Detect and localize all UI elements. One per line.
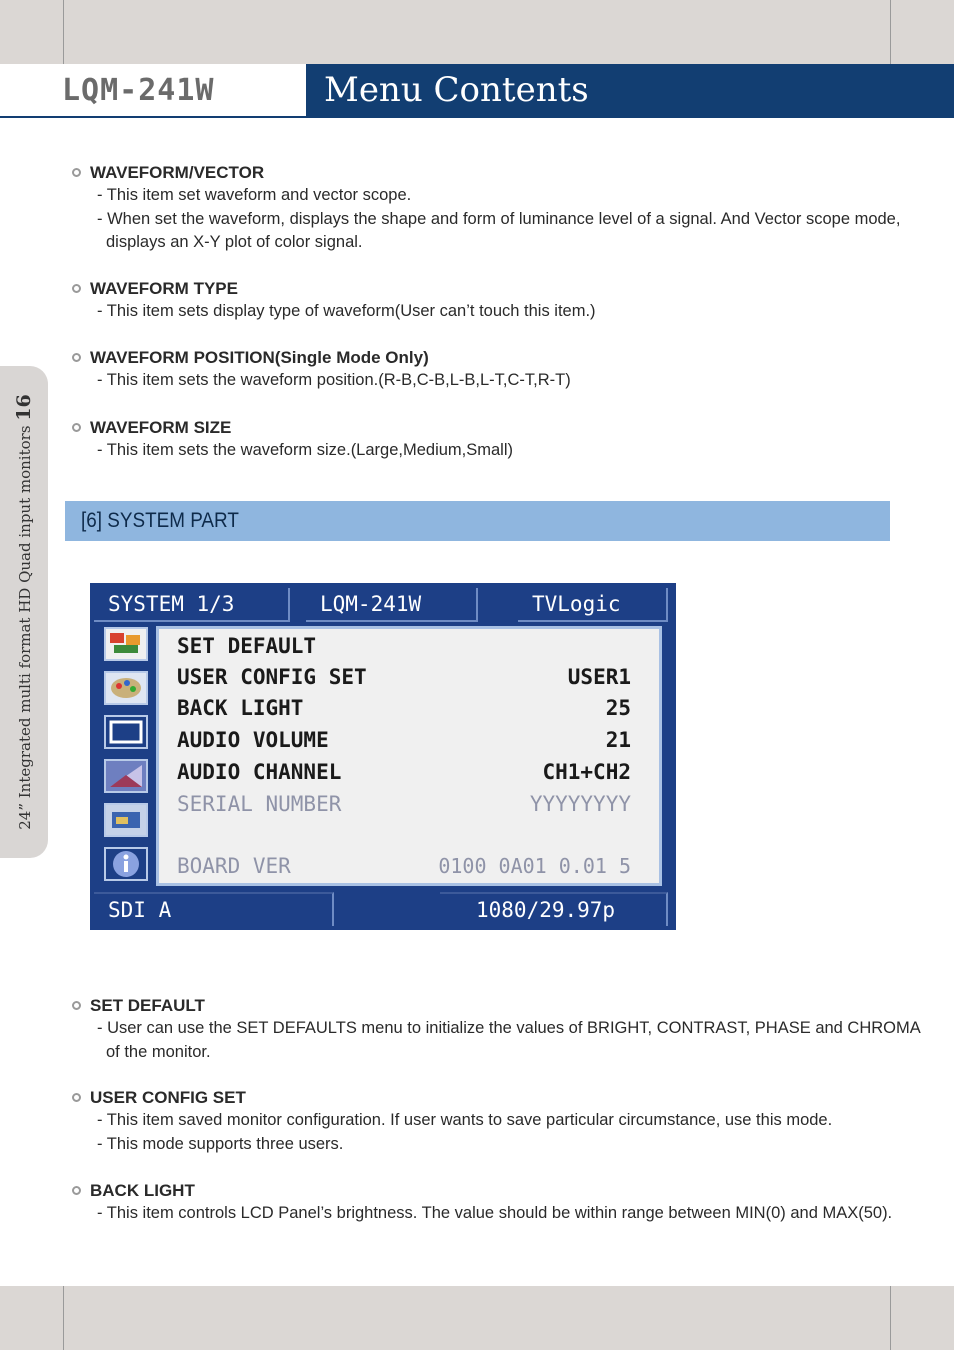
page-number: 16	[13, 394, 35, 421]
osd-row-label: BOARD VER	[177, 854, 291, 878]
section-title: WAVEFORM SIZE	[90, 418, 232, 437]
section-title: WAVEFORM POSITION(Single Mode Only)	[90, 348, 429, 367]
section-waveform-vector	[70, 162, 920, 255]
osd-top-bar	[90, 583, 676, 623]
osd-row-label: USER CONFIG SET	[177, 665, 367, 689]
section-waveform-type	[70, 278, 920, 324]
section-waveform-size	[70, 417, 920, 463]
crop-mark	[890, 1286, 891, 1350]
section-line: - This item sets the waveform position.(R-B,C-B,L-B,L-T,C-T,R-T)	[97, 371, 571, 389]
section-set-default	[70, 995, 920, 1064]
section-title: BACK LIGHT	[90, 1181, 195, 1200]
osd-item-panel	[156, 626, 662, 886]
section-line: - This item sets display type of waveform(User can’t touch this item.)	[97, 302, 596, 320]
color-palette-icon[interactable]	[104, 627, 148, 661]
model-box	[0, 64, 306, 118]
osd-row-set-default[interactable]	[177, 634, 631, 664]
crop-mark	[63, 0, 64, 64]
screen-frame-icon[interactable]	[104, 715, 148, 749]
system-part-heading	[65, 501, 890, 541]
osd-row-serial-number	[177, 792, 631, 822]
paint-icon[interactable]	[104, 671, 148, 705]
osd-row-back-light[interactable]	[177, 696, 631, 726]
osd-input-source: SDI A	[94, 892, 334, 926]
section-line: - This item set waveform and vector scope.	[97, 186, 412, 204]
side-tab-text	[13, 394, 35, 830]
bullet-icon	[72, 168, 81, 177]
model-logo: LQM-241W	[62, 73, 215, 108]
section-title: WAVEFORM/VECTOR	[90, 163, 265, 182]
osd-row-label: SET DEFAULT	[177, 634, 317, 658]
section-line: - This item controls LCD Panel’s brightness. The value should be within range between MIN(0) and MAX(50).	[97, 1204, 893, 1222]
bullet-icon	[72, 353, 81, 362]
bottom-margin-band	[0, 1286, 954, 1350]
bullet-icon	[72, 1093, 81, 1102]
osd-row-value: CH1+CH2	[542, 760, 631, 784]
info-icon[interactable]	[104, 847, 148, 881]
osd-row-label: SERIAL NUMBER	[177, 792, 342, 816]
section-back-light	[70, 1180, 920, 1226]
osd-row-label: BACK LIGHT	[177, 696, 304, 720]
section-line: - This mode supports three users.	[97, 1134, 344, 1153]
page-header	[0, 64, 954, 118]
bullet-icon	[72, 423, 81, 432]
osd-row-audio-channel[interactable]	[177, 760, 631, 790]
osd-row-audio-volume[interactable]	[177, 728, 631, 758]
page-title: Menu Contents	[324, 70, 589, 110]
crop-mark	[63, 1286, 64, 1350]
bullet-icon	[72, 1186, 81, 1195]
section-line: - This item saved monitor configuration. If user wants to save particular circumstance, use this mode.	[97, 1111, 833, 1129]
section-waveform-position	[70, 347, 920, 393]
section-line: - User can use the SET DEFAULTS menu to initialize the values of BRIGHT, CONTRAST, PHASE and CHROMA of the monitor.	[97, 1019, 920, 1061]
osd-bottom-bar	[90, 890, 676, 930]
osd-row-label: AUDIO VOLUME	[177, 728, 329, 752]
section-title: WAVEFORM TYPE	[90, 279, 238, 298]
side-tab-label: 24” Integrated multi format HD Quad input monitors	[16, 425, 34, 830]
osd-row-board-ver	[177, 854, 631, 884]
top-margin-band	[0, 0, 954, 64]
osd-menu	[90, 583, 676, 930]
bullet-icon	[72, 1001, 81, 1010]
system-part-label: [6] SYSTEM PART	[81, 509, 239, 532]
osd-brand: TVLogic	[518, 588, 668, 622]
section-title: SET DEFAULT	[90, 996, 205, 1015]
section-user-config-set	[70, 1087, 920, 1156]
crop-mark	[890, 0, 891, 64]
section-title: USER CONFIG SET	[90, 1088, 246, 1107]
section-line: - This item sets the waveform size.(Large,Medium,Small)	[97, 441, 513, 459]
osd-row-label: AUDIO CHANNEL	[177, 760, 342, 784]
osd-model: LQM-241W	[306, 588, 478, 622]
picture-icon[interactable]	[104, 803, 148, 837]
osd-row-value: YYYYYYYY	[529, 792, 631, 816]
osd-row-value: 25	[605, 696, 631, 720]
section-line: - When set the waveform, displays the shape and form of luminance level of a signal. And Vector scope mode, displays an X-Y plot of color signal.	[97, 209, 901, 251]
osd-signal-format: 1080/29.97p	[440, 892, 668, 926]
title-box	[306, 64, 954, 118]
osd-row-value: USER1	[567, 665, 631, 689]
display-icon[interactable]	[104, 759, 148, 793]
osd-menu-page: SYSTEM 1/3	[94, 588, 290, 622]
osd-row-value: 0100 0A01 0.01 5	[438, 854, 631, 878]
osd-row-value: 21	[605, 728, 631, 752]
osd-row-user-config-set[interactable]	[177, 665, 631, 695]
bullet-icon	[72, 284, 81, 293]
